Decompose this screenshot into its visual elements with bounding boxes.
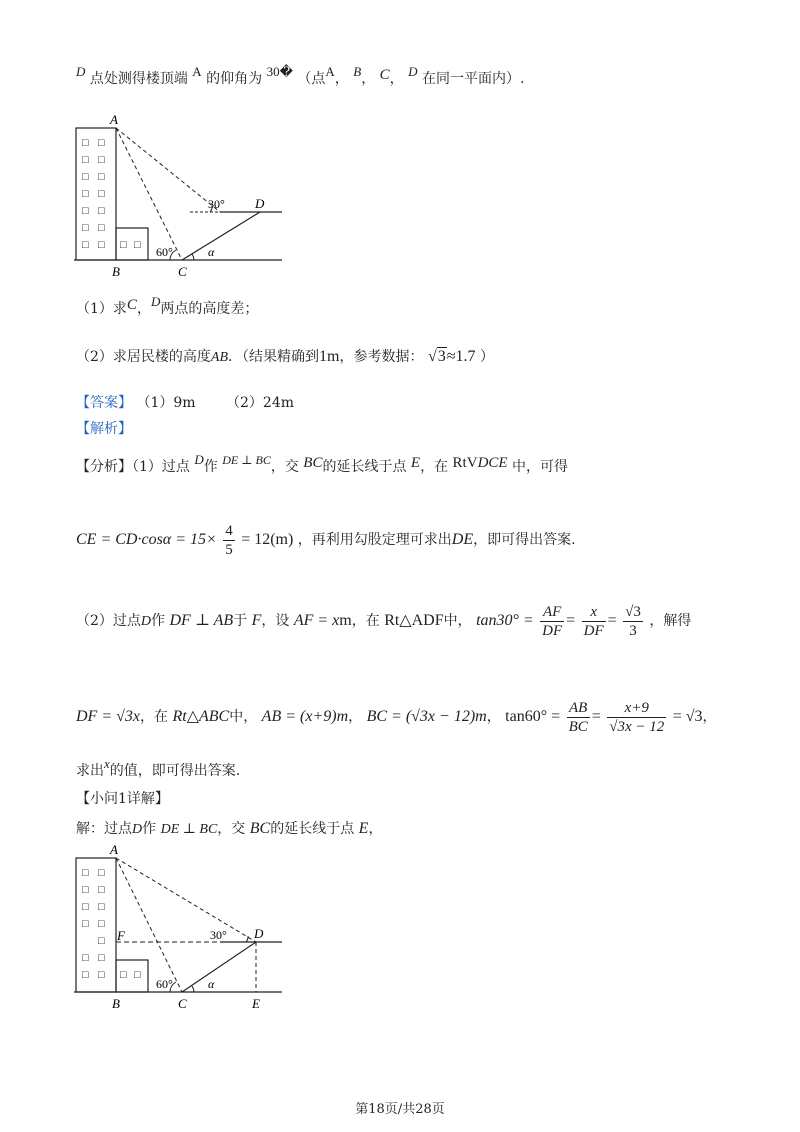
intro-text: 点处测得楼顶端: [89, 71, 188, 87]
svg-text:□: □: [82, 901, 89, 913]
line-cd: [182, 212, 260, 260]
fig1-alpha: α: [208, 245, 215, 259]
intro-text-mid: 的仰角为: [206, 71, 263, 87]
fig1-b: B: [112, 264, 120, 278]
line-ad: [116, 128, 220, 212]
svg-text:C: C: [178, 996, 187, 1011]
svg-text:□: □: [82, 154, 89, 166]
label-a: A: [192, 64, 202, 79]
label-c: C: [379, 67, 390, 83]
windows: [82, 137, 141, 251]
svg-text:□: □: [82, 222, 89, 234]
intro-line: D 点处测得楼顶端 A 的仰角为 30� （点A， B， C， D 在同一平面内）.: [76, 64, 525, 87]
answer-tag: 【答案】: [76, 395, 132, 411]
label-d2: D: [408, 64, 418, 79]
svg-text:□: □: [98, 171, 105, 183]
question-1: （1）求C，D两点的高度差；: [76, 294, 259, 317]
angle-30-label: 30�: [266, 64, 293, 79]
svg-text:□: □: [98, 239, 105, 251]
svg-text:□: □: [98, 935, 105, 947]
label-b: B: [353, 64, 362, 79]
svg-text:□: □: [98, 952, 105, 964]
svg-text:E: E: [252, 996, 260, 1011]
analysis-line-4: 求出x的值，即可得出答案.: [76, 756, 241, 779]
svg-text:□: □: [82, 239, 89, 251]
svg-text:□: □: [98, 137, 105, 149]
question-2: （2）求居民楼的高度AB．（结果精确到1m，参考数据： √3≈1.7 ）: [76, 348, 494, 365]
svg-text:□: □: [98, 188, 105, 200]
figure-1-diagram: [70, 108, 290, 278]
page-number: 第18页/共28页: [355, 1102, 445, 1117]
svg-text:□: □: [98, 901, 105, 913]
svg-text:□: □: [82, 137, 89, 149]
analysis-tag: 【解析】: [76, 421, 132, 437]
svg-text:□: □: [120, 969, 127, 981]
fig1-a: A: [110, 112, 118, 127]
svg-text:□: □: [82, 918, 89, 930]
svg-text:□: □: [98, 154, 105, 166]
fig1-angle30: 30°: [208, 197, 225, 211]
svg-text:□: □: [120, 239, 127, 251]
svg-text:□: □: [134, 969, 141, 981]
svg-text:F: F: [117, 928, 125, 943]
label-d: D: [76, 64, 86, 79]
svg-text:□: □: [82, 952, 89, 964]
fig1-d: D: [255, 196, 265, 211]
analysis-line-2: （2）过点D作 DF ⊥ AB于 F，设 AF = xm，在 Rt△ADF中， tan30° = $\frac{AF}{DF}$ = $\frac{x}{DF}$ = $\frac{√3}{3}$ ，解得: [76, 603, 692, 639]
svg-text:□: □: [82, 884, 89, 896]
svg-text:□: □: [82, 171, 89, 183]
svg-text:□: □: [98, 867, 105, 879]
svg-text:□: □: [98, 969, 105, 981]
answer-2: （2）24m: [226, 395, 294, 411]
page-footer: [0, 1098, 800, 1117]
svg-text:B: B: [112, 996, 120, 1011]
svg-text:□: □: [98, 205, 105, 217]
svg-text:60°: 60°: [156, 977, 173, 991]
analysis-line-1: 【分析】（1）过点 D作 DE ⊥ BC，交 BC的延长线于点 E，在 RtVDCE 中，可得: [76, 452, 569, 475]
figure-2-diagram: [70, 842, 290, 1012]
detail-tag: 【小问1详解】: [76, 791, 169, 807]
svg-text:A: A: [110, 842, 118, 857]
answer-1: （1）9m: [136, 395, 196, 411]
svg-text:□: □: [98, 222, 105, 234]
svg-text:□: □: [98, 918, 105, 930]
svg-text:30°: 30°: [210, 928, 227, 942]
svg-text:□: □: [134, 239, 141, 251]
fig1-angle60: 60°: [156, 245, 173, 259]
svg-text:α: α: [208, 977, 215, 991]
fig1-c: C: [178, 264, 187, 278]
svg-text:□: □: [82, 969, 89, 981]
svg-text:□: □: [82, 867, 89, 879]
analysis-line-3: DF = √3x，在 Rt△ABC中， AB = (x+9)m， BC = (√3x − 12)m， tan60° = $\frac{AB}{BC}$ = $\frac{x+9}{√3x - 12}$ = √3，: [76, 699, 717, 735]
svg-text:□: □: [98, 884, 105, 896]
solution-line: 解：过点D作 DE ⊥ BC，交 BC的延长线于点 E，: [76, 820, 383, 837]
ce-equation: CE = CD·cosα = 15× $\frac{4}{5}$ = 12(m) ，再利用勾股定理可求出DE，即可得出答案.: [76, 522, 576, 558]
label-a2: A: [325, 64, 335, 79]
sqrt3-ref: √3: [427, 348, 446, 365]
svg-text:□: □: [82, 205, 89, 217]
intro-paren: （点: [297, 71, 326, 87]
answer-line: [76, 392, 294, 414]
intro-tail: 在同一平面内）.: [421, 71, 525, 87]
svg-text:D: D: [254, 926, 264, 941]
svg-text:□: □: [82, 188, 89, 200]
